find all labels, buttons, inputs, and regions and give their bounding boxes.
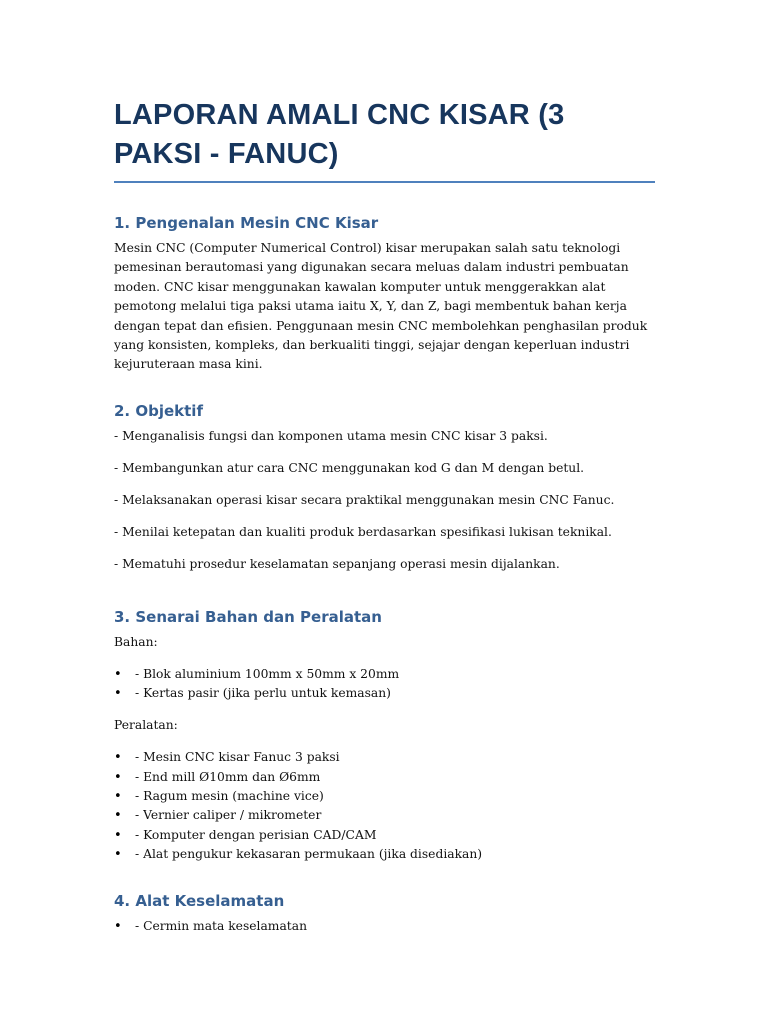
bullet-icon: • xyxy=(114,847,122,863)
list-item xyxy=(114,826,658,845)
list-item-text: - Ragum mesin (machine vice) xyxy=(135,789,324,804)
bullet-icon: • xyxy=(114,750,122,766)
bullet-icon: • xyxy=(114,686,122,702)
section-heading: 2. Objektif xyxy=(114,401,203,420)
list-item xyxy=(114,806,658,825)
bullet-icon: • xyxy=(114,827,122,843)
bullet-icon: • xyxy=(114,789,122,805)
equipment-list xyxy=(114,748,658,864)
objective-item: - Mematuhi prosedur keselamatan sepanjang operasi mesin dijalankan. xyxy=(114,556,560,571)
section-heading: 3. Senarai Bahan dan Peralatan xyxy=(114,607,382,626)
objective-item: - Menilai ketepatan dan kualiti produk berdasarkan spesifikasi lukisan teknikal. xyxy=(114,524,612,539)
section-introduction xyxy=(114,213,658,375)
list-item xyxy=(114,748,658,767)
bullet-icon: • xyxy=(114,808,122,824)
document-content xyxy=(114,96,658,949)
materials-label: Bahan: xyxy=(114,634,158,649)
section-paragraph: Mesin CNC (Computer Numerical Control) kisar merupakan salah satu teknologi pemesinan berautomasi yang digunakan secara meluas dalam industri pembuatan moden. CNC kisar menggunakan kawalan komputer untuk menggerakkan alat pemotong melalui tiga paksi utama iaitu X, Y, dan Z, bagi membentuk bahan kerja dengan tepat dan efisien. Penggunaan mesin CNC membolehkan penghasilan produk yang konsisten, kompleks, dan berkualiti tinggi, sejajar dengan keperluan industri kejuruteraan masa kini. xyxy=(114,241,648,372)
list-item-text: - Mesin CNC kisar Fanuc 3 paksi xyxy=(135,750,340,765)
list-item xyxy=(114,917,658,936)
objective-item: - Membangunkan atur cara CNC menggunakan kod G dan M dengan betul. xyxy=(114,460,585,475)
objective-item: - Menganalisis fungsi dan komponen utama mesin CNC kisar 3 paksi. xyxy=(114,428,548,443)
list-item-text: - Kertas pasir (jika perlu untuk kemasan) xyxy=(135,686,391,701)
bullet-icon: • xyxy=(114,769,122,785)
list-item-text: - Vernier caliper / mikrometer xyxy=(135,808,322,823)
equipment-label: Peralatan: xyxy=(114,718,178,733)
list-item xyxy=(114,845,658,864)
section-objectives xyxy=(114,401,658,574)
list-item xyxy=(114,768,658,787)
section-heading: 4. Alat Keselamatan xyxy=(114,892,285,911)
title-underline xyxy=(114,181,655,183)
list-item-text: - Blok aluminium 100mm x 50mm x 20mm xyxy=(135,666,400,681)
section-safety-equipment xyxy=(114,891,658,936)
safety-list xyxy=(114,917,658,936)
document-title: LAPORAN AMALI CNC KISAR (3 PAKSI - FANUC) xyxy=(114,99,565,170)
list-item-text: - End mill Ø10mm dan Ø6mm xyxy=(135,769,321,784)
bullet-icon: • xyxy=(114,919,122,935)
section-materials-equipment xyxy=(114,607,658,865)
list-item-text: - Cermin mata keselamatan xyxy=(135,919,307,934)
materials-list xyxy=(114,665,658,704)
objective-item: - Melaksanakan operasi kisar secara praktikal menggunakan mesin CNC Fanuc. xyxy=(114,492,615,507)
list-item xyxy=(114,684,658,703)
list-item-text: - Komputer dengan perisian CAD/CAM xyxy=(135,827,377,842)
bullet-icon: • xyxy=(114,666,122,682)
list-item-text: - Alat pengukur kekasaran permukaan (jika disediakan) xyxy=(135,847,483,862)
list-item xyxy=(114,665,658,684)
section-heading: 1. Pengenalan Mesin CNC Kisar xyxy=(114,214,379,232)
list-item xyxy=(114,787,658,806)
